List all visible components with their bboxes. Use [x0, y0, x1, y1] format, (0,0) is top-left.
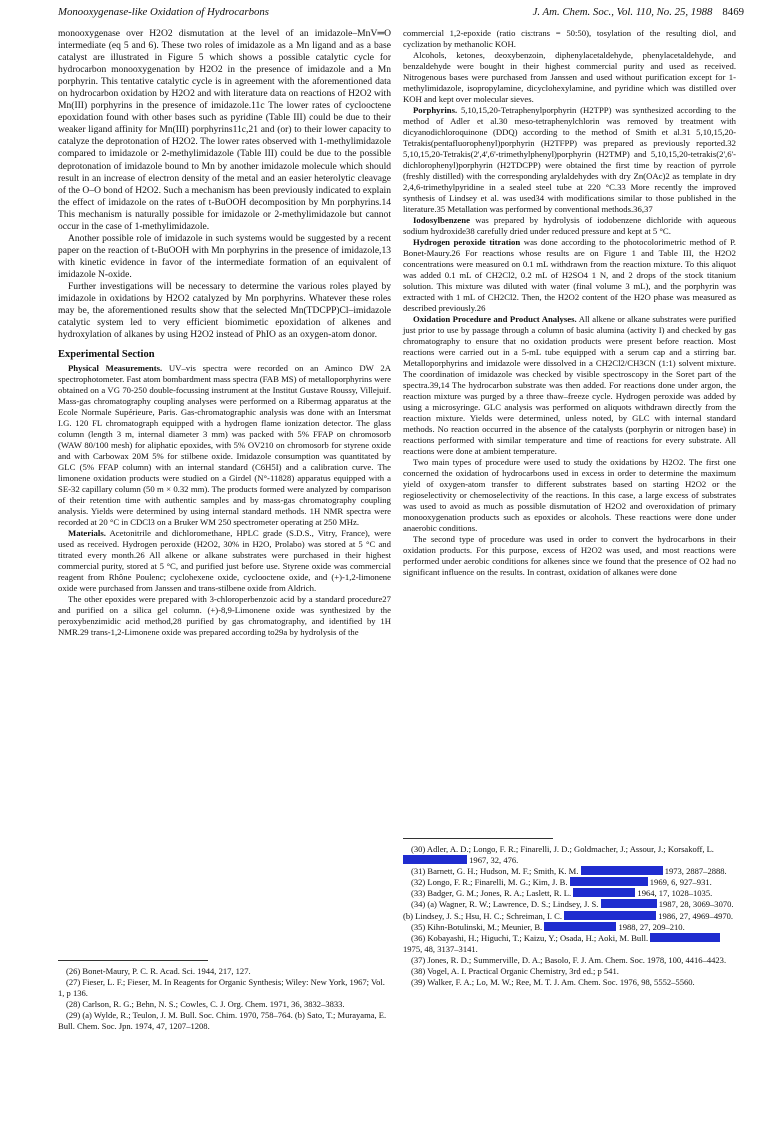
run-in-heading: Hydrogen peroxide titration [413, 237, 521, 247]
redaction-bar [564, 911, 656, 920]
reference: (32) Longo, F. R.; Finarelli, M. G.; Kim, J. B. 1969, 6, 927–931. [411, 877, 712, 888]
run-in-heading: Materials. [68, 528, 106, 539]
reference: (26) Bonet-Maury, P. C. R. Acad. Sci. 1944, 217, 127. [66, 966, 251, 976]
paragraph: Another possible role of imidazole in such systems would be suggested by a recent paper on the reaction of t-BuOOH with Mn porphyrins in the presence of imidazole,13 with kinetic evidence in favor of the intermediate formation of an equivalent of imidazole N-oxide. [58, 232, 391, 280]
paragraph: Two main types of procedure were used to study the oxidations by H2O2. The first one concerned the oxidation of hydrocarbons used in excess in order to determine the maximum yield of oxygen-atom transfer to different substrates based on starting H2O2 or the regioselectivity or chemoselectivity of the reactions. In this case, a large excess of substrates was used to avoid as much as possible dismutation of H2O2 and overoxidation of primary monooxygenation products such as epoxides or alcohols. These reactions were done under anaerobic conditions. [403, 457, 736, 533]
running-header [58, 6, 744, 22]
right-column [403, 28, 736, 578]
reference: (28) Carlson, R. G.; Behn, N. S.; Cowles, C. J. Org. Chem. 1971, 36, 3832–3833. [66, 999, 345, 1010]
redaction-bar [601, 899, 657, 908]
paragraph: Oxidation Procedure and Product Analyses. All alkene or alkane substrates were purified just prior to use by passage through a column of basic alumina (activity I) and checked by gas chromatography to ensure that no oxidation products were present before reaction. Most reactions were carried out in a 5-mL tube equipped with a serum cap and a stirring bar. Metalloporphyrins and imidazole were dissolved in a CH2Cl2/CH3CN (1:1) solvent mixture. The coordination of imidazole was checked by visible spectroscopy in the Soret part of the spectra.39,14 The hydrocarbon substrate was then added. For reactions done under argon, the reaction mixture was purged by a three thaw–freeze cycle. Hydrogen peroxide was added by using a microsyringe. GLC analysis was performed on aliquots withdrawn directly from the reaction mixture. Yields were determined, unless noted, by GLC with internal standard methods. No reaction occurred in the absence of the catalysts (porphyrin or nitrogen base) in reactions performed with similar temperature and time of reactions for every substrate. All reactions were done at ambient temperature. [403, 314, 736, 456]
journal-citation: J. Am. Chem. Soc., Vol. 110, No. 25, 1988 8469 [532, 6, 744, 18]
run-in-heading: Physical Measurements. [68, 363, 163, 374]
reference: (30) Adler, A. D.; Longo, F. R.; Finarelli, J. D.; Goldmacher, J.; Assour, J.; Korsakoff, L. 1967, 32, 476. [403, 844, 736, 866]
run-in-heading: Porphyrins. [413, 105, 458, 115]
reference: (34) (a) Wagner, R. W.; Lawrence, D. S.; Lindsey, J. S. 1987, 28, 3069–3070. (b) Lindsey, J. S.; Hsu, H. C.; Schreiman, I. C. 1986, 27, 4969–4970. [403, 899, 734, 921]
redaction-bar [573, 888, 635, 897]
reference: (37) Jones, R. D.; Summerville, D. A.; Basolo, F. J. Am. Chem. Soc. 1978, 100, 4416–4423. [411, 954, 727, 965]
paragraph: Physical Measurements. UV–vis spectra were recorded on an Aminco DW 2A spectrophotometer. Fast atom bombardment mass spectra (FAB MS) of metalloporphyrins were obtained on a VG 70-250 double-focussing instrument at the Institut Gustave Roussy, Villejuif. Mass-gas chromatography coupling analyses were performed on a Ribermag apparatus at the Ecole Normale Supérieure, Paris. Gas-chromatographic analysis was done with an Intersmat I.G. 120 FL chromatograph equipped with a hydrogen flame ionization detector. The glass column (length 3 m, internal diameter 3 mm) was packed with 5% FFAP on chromosorb (WAW 80/100 mesh) for aliphatic epoxides, with 5% OV210 on chromosorb for styrene oxide and with Carbowax 20M 5% for stilbene oxide. Imidazole consumption was quantitated by GLC (5% FFAP column) with an internal standard (C6H5I) and a calibration curve. The limonene oxidation products were studied on a Girdel (N°-11828) apparatus equipped with a SE-32 capillary column (50 m × 0.32 mm). The products formed were analyzed by comparison of their retention time with authentic samples and by mass-gas chromatography coupling analysis. Yields were determined by using internal standard methods. 1H NMR spectra were recorded at 20 °C in CDCl3 on a Bruker WM 250 spectrometer operating at 250 MHz. [58, 363, 391, 528]
footnotes-left [58, 960, 391, 1033]
paragraph: Materials. Acetonitrile and dichloromethane, HPLC grade (S.D.S., Vitry, France), were used as received. Hydrogen peroxide (H2O2, 30% in H2O, Prolabo) was stored at 5 °C and titrated every month.26 All alkene or alkane substrates were purchased in their highest commercial purity, stored at 5 °C, and purified just before use. Styrene oxide was commercial reagent from Rhône Poulenc; cyclohexene oxide, cyclooctene oxide, and (+)-1,2-limonene oxide were purchased from Janssen and trans-stilbene oxide from Aldrich. [58, 528, 391, 594]
reference: (29) (a) Wylde, R.; Teulon, J. M. Bull. Soc. Chim. 1970, 758–764. (b) Sato, T.; Murayama, E. Bull. Chem. Soc. Jpn. 1974, 47, 1207–1208. [58, 1010, 387, 1032]
reference: (27) Fieser, L. F.; Fieser, M. In Reagents for Organic Synthesis; Wiley: New York, 1967; Vol. 1, p 136. [58, 977, 385, 999]
redaction-bar [544, 922, 616, 931]
section-heading: Experimental Section [58, 349, 155, 361]
page-number: 8469 [722, 6, 744, 18]
running-title: Monooxygenase-like Oxidation of Hydrocarbons [58, 6, 269, 18]
footnotes-right [403, 838, 736, 988]
redaction-bar [403, 855, 467, 864]
paragraph: Hydrogen peroxide titration was done according to the photocolorimetric method of P. Bonet-Maury.26 For reactions whose results are on Figure 1 and Table III, the H2O2 concentrations were measured on 0.1 mL withdrawn from the reaction mixture. To this aliquot was added 0.1 mL of CH2Cl2, 0.2 mL of H2SO4 1 N, and 2 drops of the stock titanium solution. This mixture was diluted with water (final volume 3 mL), and the porphyrin was extracted with 1 mL of CH2Cl2. Then, the H2O2 content of the H2O phase was measured as described previously.26 [403, 237, 736, 313]
paragraph: The other epoxides were prepared with 3-chloroperbenzoic acid by a standard procedure27 and purified on a silica gel column. (+)-8,9-Limonene oxide was synthesized by the peroxybenzimidic acid method,28 purified by gas chromatography, and identified by 1H NMR.29 trans-1,2-Limonene oxide was prepared according to29a by hydrolysis of the [58, 594, 391, 638]
paragraph: commercial 1,2-epoxide (ratio cis:trans = 50:50), tosylation of the resulting diol, and cyclization by methanolic KOH. [403, 28, 736, 49]
paragraph: Alcohols, ketones, deoxybenzoin, diphenylacetaldehyde, phenylacetaldehyde, and benzaldehyde were bought in their highest commercial purity and used as received. Nitrogenous bases were purchased from Janssen and used without purification except for 1-methylimidazole, isopropylamine, dicyclohexylamine, and pyridine which was distilled over KOH and kept over molecular sieves. [403, 50, 736, 104]
paragraph: Porphyrins. 5,10,15,20-Tetraphenylporphyrin (H2TPP) was synthesized according to the method of Adler et al.30 meso-tetraphenylchlorin was removed by treatment with dicyanodichloroquinone (DDQ) according to the method of Smith et al.31 5,10,15,20-Tetrakis(pentafluorophenyl)porphyrin (H2TFPP) was prepared as previously reported.32 5,10,15,20-Tetrakis(2',4',6'-trimethylphenyl)porphyrin (H2TMP) and 5,10,15,20-tetrakis(2',6'-dichlorophenyl)porphyrin (H2TDCPP) were obtained the first time by reaction of pyrrole (freshly distilled) with the corresponding arylaldehydes with dry Zn(OAc)2 as template in dry 2,4,6-trimethylpyridine in a sealed steel tube at 220 °C.33 More recently the improved synthesis of Lindsey et al. was used34 with modifications similar to those published in the literature.35 Metallation was performed by conventional methods.36,37 [403, 105, 736, 214]
footnote-rule [403, 838, 553, 839]
paragraph: Iodosylbenzene was prepared by hydrolysis of iodobenzene dichloride with aqueous sodium hydroxide38 carefully dried under reduced pressure and kept at 5 °C. [403, 215, 736, 236]
paragraph: monooxygenase over H2O2 dismutation at the level of an imidazole–MnV═O intermediate (eq 5 and 6). These two roles of imidazole as a Mn ligand and as a base catalyst are illustrated in Figure 5 which shows a possible catalytic cycle for hydrocarbon monooxygenation by H2O2 in the presence of imidazole and a Mn porphyrin. This tentative catalytic cycle is in agreement with the aforementioned data on hydrocarbon oxidation by H2O2 and with literature data on reactions of H2O2 with Mn(III) porphyrins in the presence of imidazole.11c The lower rates of cyclooctene epoxidation found with other bases such as pyridine (Table III) could be due to their weaker ligand affinity for Mn(III) porphyrins11c,21 and (or) to their lower capacity to catalyze the deprotonation of H2O2. The lower rates observed with 1-methylimidazole compared to imidazole or 2-methylimidazole (Table III) could be due to the possible deprotonation of imidazole bound to Mn by another imidazole molecule which should result in an increase of electron density of the metal and an easier heterolytic cleavage of the O–O bond of H2O2. Such a mechanism has been previously indicated to explain the effect of imidazole on the rates of t-BuOOH decomposition by Mn porphyrins.14 This mechanism is naturally possible for imidazole or 2-methylimidazole but cannot occur in the case of 1-methylimidazole. [58, 28, 391, 232]
redaction-bar [570, 877, 648, 886]
footnote-rule [58, 960, 208, 961]
paragraph: The second type of procedure was used in order to convert the hydrocarbons in their oxidation products. For this purpose, excess of H2O2 was used, and most reactions were performed under aerobic conditions for alkenes since we found that the presence of O2 had no significant influence on the results. In contrast, oxidation of alkanes were done [403, 534, 736, 577]
reference: (33) Badger, G. M.; Jones, R. A.; Laslett, R. L. 1964, 17, 1028–1035. [411, 888, 713, 899]
reference: (39) Walker, F. A.; Lo, M. W.; Ree, M. T. J. Am. Chem. Soc. 1976, 98, 5552–5560. [411, 977, 695, 988]
run-in-heading: Iodosylbenzene [413, 215, 470, 225]
run-in-heading: Oxidation Procedure and Product Analyses. [413, 314, 577, 324]
reference: (38) Vogel, A. I. Practical Organic Chemistry, 3rd ed.; p 541. [411, 966, 619, 977]
redaction-bar [581, 866, 663, 875]
left-column [58, 28, 391, 638]
reference: (36) Kobayashi, H.; Higuchi, T.; Kaizu, Y.; Osada, H.; Aoki, M. Bull. 1975, 48, 3137–3141. [403, 933, 736, 955]
paragraph: Further investigations will be necessary to determine the various roles played by imidazole in oxidations by H2O2 catalyzed by Mn porphyrins. Whatever these roles may be, the aforementioned results show that the selected Mn(TDCPP)Cl–imidazole catalytic system led to very efficient biomimetic epoxidation of alkenes and hydroxylation of alkanes by using H2O2 instead of PhIO as an oxygen-atom donor. [58, 280, 391, 341]
reference: (35) Kihn-Botulinski, M.; Meunier, B. 1988, 27, 209–210. [411, 921, 685, 932]
reference: (31) Barnett, G. H.; Hudson, M. F.; Smith, K. M. 1973, 2887–2888. [411, 866, 727, 877]
redaction-bar [650, 933, 720, 942]
